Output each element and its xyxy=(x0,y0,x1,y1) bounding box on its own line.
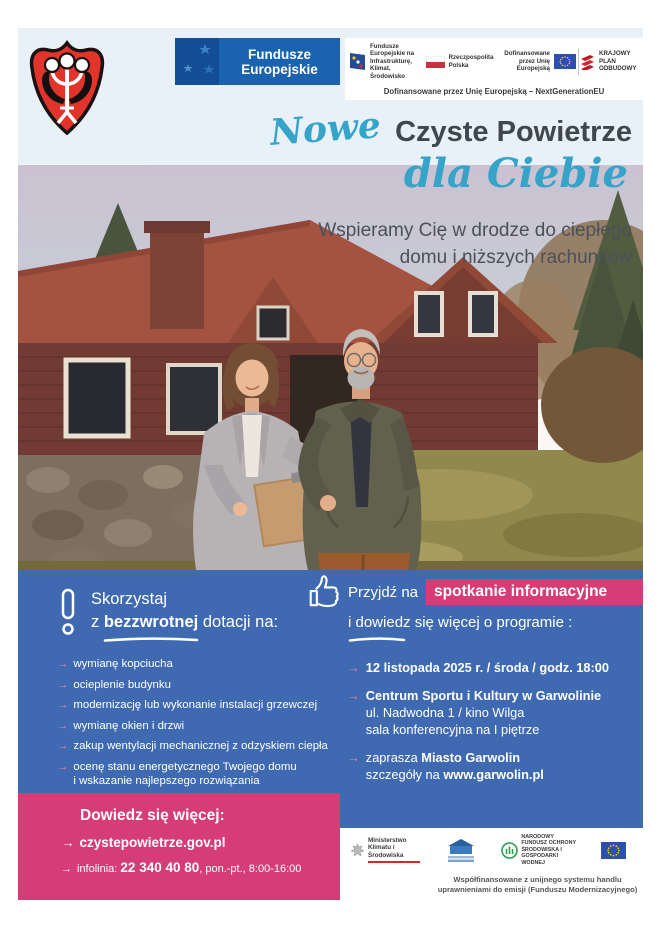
invite-prefix: Przyjdź na xyxy=(348,583,419,601)
logo-nfosigw xyxy=(501,834,579,866)
poland-flag-icon xyxy=(426,56,445,68)
list-item: → wymianę okien i drzwi xyxy=(57,719,185,732)
meeting-details xyxy=(306,659,643,783)
logo-fe-infrastruktura xyxy=(349,43,424,80)
meeting-column xyxy=(306,575,643,794)
fe-flag-icon xyxy=(349,52,366,71)
eu-funding-label: Dofinansowane przez Unię Europejską xyxy=(504,50,550,73)
fe-stars-icon xyxy=(175,38,219,85)
arrow-icon: → xyxy=(61,863,72,875)
fe-infra-label: Fundusze Europejskie na Infrastrukturę, Klimat, Środowisko xyxy=(370,43,415,80)
eagle-icon xyxy=(350,843,365,858)
grant-column xyxy=(57,588,335,794)
logo-czyste-powietrze-program xyxy=(442,837,480,863)
list-item: → ocieplenie budynku xyxy=(57,678,171,691)
title-main: Czyste Powietrze xyxy=(395,116,632,148)
cofinance-line2: uprawnieniami do emisji (Funduszu Modernizacyjnego) xyxy=(437,884,638,894)
infoline: → infolinia: 22 340 40 80, pon.-pt., 8:00-16:00 xyxy=(61,860,302,875)
info-section xyxy=(18,570,643,828)
cofinance-line1: Współfinansowane z unijnego systemu handlu xyxy=(453,875,622,884)
title-block xyxy=(222,104,632,271)
title-script-dla-ciebie: dla Ciebie xyxy=(403,150,628,197)
eu-flag-icon xyxy=(601,842,626,859)
exclamation-icon xyxy=(57,588,79,636)
program-website-link[interactable]: czystepowietrze.gov.pl xyxy=(79,835,226,850)
fundusze-europejskie-banner xyxy=(175,38,340,85)
grant-heading xyxy=(91,588,278,643)
rp-label: Rzeczpospolita Polska xyxy=(448,54,494,69)
meeting-date: → 12 listopada 2025 r. / środa / godz. 18:00 xyxy=(347,660,610,675)
arrow-icon: → xyxy=(57,699,69,711)
arrow-icon: → xyxy=(347,660,360,675)
meeting-host: → zaprasza Miasto Garwolin szczegóły na www.garwolin.pl xyxy=(347,750,544,782)
list-item: → modernizację lub wykonanie instalacji grzewczej xyxy=(57,699,318,711)
kpo-icon xyxy=(580,54,595,70)
house-logo-icon xyxy=(442,837,480,863)
cofinance-note xyxy=(430,875,645,894)
title-script-nowe: Nowe xyxy=(268,104,383,154)
logo-kpo xyxy=(580,50,639,72)
logo-eu-funding xyxy=(494,50,576,72)
list-item: → zakup wentylacji mechanicznej z odzyskiem ciepła xyxy=(57,740,328,752)
grant-heading-line2: z bezzwrotnej dotacji na: xyxy=(91,613,279,631)
garwolin-website-link[interactable]: www.garwolin.pl xyxy=(443,767,544,782)
underline-swoosh xyxy=(348,636,406,643)
subtitle-line2: domu i niższych rachunków xyxy=(399,247,632,268)
eu-flag-icon xyxy=(554,54,576,69)
invite-highlight: spotkanie informacyjne xyxy=(426,579,643,605)
arrow-icon: → xyxy=(57,678,69,691)
subtitle xyxy=(222,217,632,271)
arrow-icon: → xyxy=(347,750,360,765)
grant-list xyxy=(57,657,335,788)
footer-logos xyxy=(350,834,626,866)
website-line xyxy=(61,835,340,850)
nfosigw-label: NARODOWY FUNDUSZ OCHRONY ŚRODOWISKA I GOSPODARKI WODNEJ xyxy=(521,834,577,866)
logo-eu-flag xyxy=(601,842,626,859)
contact-block xyxy=(18,793,340,900)
list-item: → wymianę kopciucha xyxy=(57,658,173,670)
ministry-label: Ministerstwo Klimatu i Środowiska xyxy=(368,837,420,864)
funding-note: Dofinansowane przez Unię Europejską – NextGenerationEU xyxy=(383,87,605,96)
arrow-icon: → xyxy=(61,835,75,850)
subtitle-line1: Wspieramy Cię w drodze do ciepłego xyxy=(318,220,632,241)
list-item: → ocenę stanu energetycznego Twojego domu i wskazanie najlepszego rozwiązania xyxy=(57,760,297,787)
arrow-icon: → xyxy=(57,760,69,773)
arrow-icon: → xyxy=(57,658,69,670)
eu-logos-box xyxy=(345,38,643,100)
fe-banner-label: Fundusze Europejskie xyxy=(241,46,318,77)
contact-heading: Dowiedz się więcej: xyxy=(80,807,225,824)
logo-ministerstwo-klimatu xyxy=(350,837,420,864)
kpo-label: KRAJOWY PLAN ODBUDOWY xyxy=(599,50,637,73)
invite-line2: i dowiedz się więcej o programie : xyxy=(348,614,573,631)
divider xyxy=(578,49,579,75)
nfosigw-icon xyxy=(501,842,518,859)
thumbs-up-icon xyxy=(306,575,340,609)
arrow-icon: → xyxy=(57,719,69,732)
arrow-icon: → xyxy=(57,740,69,752)
underline-swoosh xyxy=(103,636,199,643)
meeting-venue: → Centrum Sportu i Kultury w Garwolinie ul. Nadwodna 1 / kino Wilga sala konferencyjna na I piętrze xyxy=(347,688,602,737)
eu-logos-row xyxy=(349,43,639,80)
garwolin-crest-logo xyxy=(27,40,107,136)
logo-rzeczpospolita-polska xyxy=(426,54,493,69)
arrow-icon: → xyxy=(347,688,360,703)
grant-heading-line1: Skorzystaj xyxy=(91,590,168,608)
